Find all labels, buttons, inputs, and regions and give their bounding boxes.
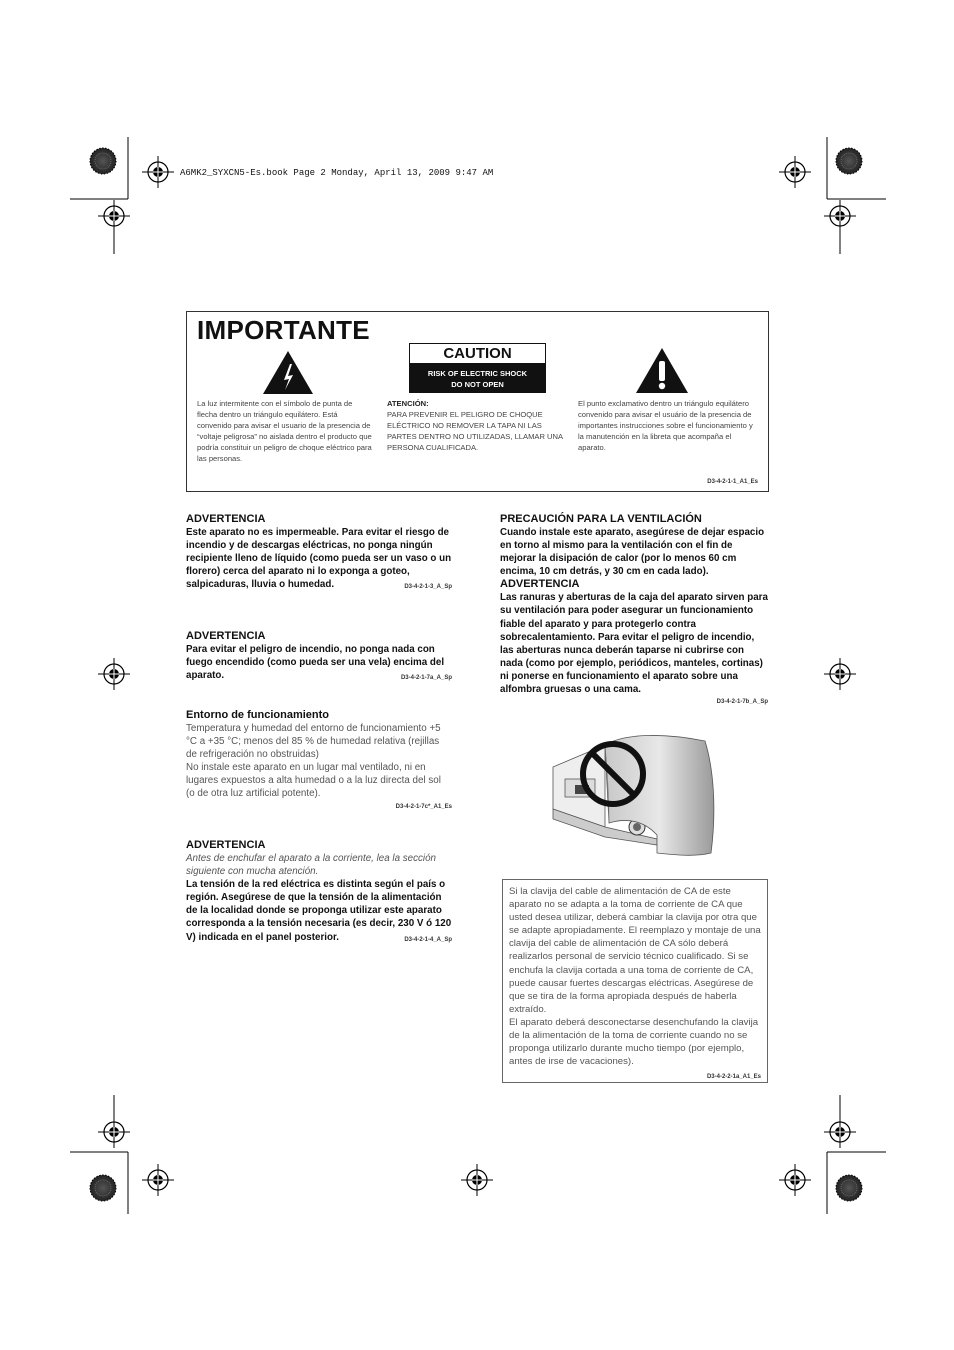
caution-subtitle: RISK OF ELECTRIC SHOCK DO NOT OPEN (410, 364, 545, 393)
note-body: Si la clavija del cable de alimentación de CA de este aparato no se adapta a la toma de corriente de CA que usted desea utilizar, deberá cambiar la clavija por otra que se adapte apropiadamente. El reemplazo y montaje de una clavija del cable de alimentación de CA sólo deberá realizarlos personal de servicio técnico cualificado. Si se enchufa la clavija cortada a una toma de corriente de CA, puede causar fuertes descargas eléctricas. Asegúrese de que se tira de la forma apropiada después de haberla extraído. (509, 886, 761, 1015)
section-body-2: Las ranuras y aberturas de la caja del aparato sirven para su ventilación para poder asegurar un funcionamiento fiable del aparato y para protegerlo contra sobrecalentamiento. Para evitar el peligro de incendio, las aberturas nunca deberán taparse ni cubrirse con nada (como por ejemplo, periódicos, manteles, cortinas) ni ponerse en funcionamiento el aparato sobre una alfombra gruesas o una cama. (500, 592, 768, 696)
lightning-warning-icon (262, 350, 314, 395)
reference-code: D3-4-2-1-7a_A_Sp (400, 675, 452, 682)
covered-device-illustration (545, 727, 720, 860)
importante-code: D3-4-2-1-1_A1_Es (707, 479, 758, 485)
reference-code: D3-4-2-1-4_A_Sp (404, 936, 452, 943)
importante-box (186, 311, 769, 492)
file-header: A6MK2_SYXCN5-Es.book Page 2 Monday, April 13, 2009 9:47 AM (180, 168, 494, 178)
advertencia-tension (186, 839, 452, 947)
reference-code: D3-4-2-2-1a_A1_Es (706, 1074, 761, 1081)
reference-code: D3-4-2-1-7b_A_Sp (716, 699, 768, 706)
lightning-explanation: La luz intermitente con el símbolo de punta de flecha dentro un triángulo equilátero. Está convenido para avisar el usuario de la presencia de “voltaje peligrosa” no aislada dentro el producto que podría constituir un peligro de choque eléctrico para las personas. (197, 399, 372, 464)
section-title: ADVERTENCIA (186, 513, 266, 525)
section-title: Entorno de funcionamiento (186, 709, 329, 721)
reference-code: D3-4-2-1-7c*_A1_Es (395, 803, 452, 810)
note-box (502, 879, 768, 1083)
section-body: Temperatura y humedad del entorno de funcionamiento +5 °C a +35 °C; menos del 85 % de humedad relativa (rejillas de refrigeración no obstruidas) (186, 723, 441, 761)
section-title: PRECAUCIÓN PARA LA VENTILACIÓN (500, 513, 702, 525)
importante-title: IMPORTANTE (197, 315, 370, 345)
entorno-funcionamiento (186, 709, 452, 810)
atencion-block (387, 398, 565, 453)
reference-code: D3-4-2-1-3_A_Sp (404, 584, 452, 591)
advertencia-fuego (186, 630, 452, 685)
precaucion-ventilacion (500, 513, 768, 705)
section-title-2: ADVERTENCIA (500, 578, 580, 591)
section-intro: Antes de enchufar el aparato a la corriente, lea la sección siguiente con mucha atención. (186, 853, 436, 878)
section-body: Este aparato no es impermeable. Para evitar el riesgo de incendio y de descargas eléctricas, no ponga ningún recipiente lleno de líquido (como pueda ser un vaso o un florero) cerca del aparato ni lo exponga a goteo, salpicaduras, lluvia o humedad. D3-4-2-1-3_A_Sp (186, 526, 452, 591)
atencion-text: PARA PREVENIR EL PELIGRO DE CHOQUE ELÉCTRICO NO REMOVER LA TAPA NI LAS PARTES DENTRO NO UTILIZADAS, LLAMAR UNA PERSONA CUALIFICADA. (387, 410, 563, 453)
section-body-2: No instale este aparato en un lugar mal ventilado, ni en lugares expuestos a alta humedad o a la luz directa del sol (o de otra luz artificial potente). (186, 762, 441, 800)
section-title: ADVERTENCIA (186, 839, 266, 851)
caution-title: CAUTION (410, 344, 545, 364)
atencion-label: ATENCIÓN: (387, 399, 429, 408)
note-body-2: El aparato deberá desconectarse desenchufando la clavija de la alimentación de la toma de corriente cuando no se proponga utilizarlo durante mucho tiempo (por ejemplo, antes de irse de vacaciones). (509, 1016, 759, 1068)
section-body: Cuando instale este aparato, asegúrese de dejar espacio en torno al mismo para la ventilación con el fin de mejorar la disipación de calor (por lo menos 60 cm encima, 10 cm detrás, y 30 cm en cada lado). (500, 527, 765, 578)
section-body: Para evitar el peligro de incendio, no ponga nada con fuego encendido (como pueda ser una vela) encima del aparato. D3-4-2-1-7a_A_Sp (186, 643, 452, 682)
caution-label (409, 343, 546, 393)
section-body: La tensión de la red eléctrica es distinta según el país o región. Asegúrese de que la tensión de la alimentación de la localidad donde se proponga utilizar este aparato corresponda a la tensión necesaria (es decir, 230 V ó 120 V) indicada en el panel posterior. D3-4-2-1-4_A_Sp (186, 878, 452, 943)
advertencia-impermeable (186, 513, 452, 594)
exclamation-warning-icon (635, 347, 689, 394)
exclamation-explanation: El punto exclamativo dentro un triángulo equilátero convenido para avisar el usuário de la presencia de importantes instrucciones sobre el funcionamiento y la manutención en la libreta que acompaña el aparato. (578, 399, 753, 453)
section-title: ADVERTENCIA (186, 630, 266, 642)
